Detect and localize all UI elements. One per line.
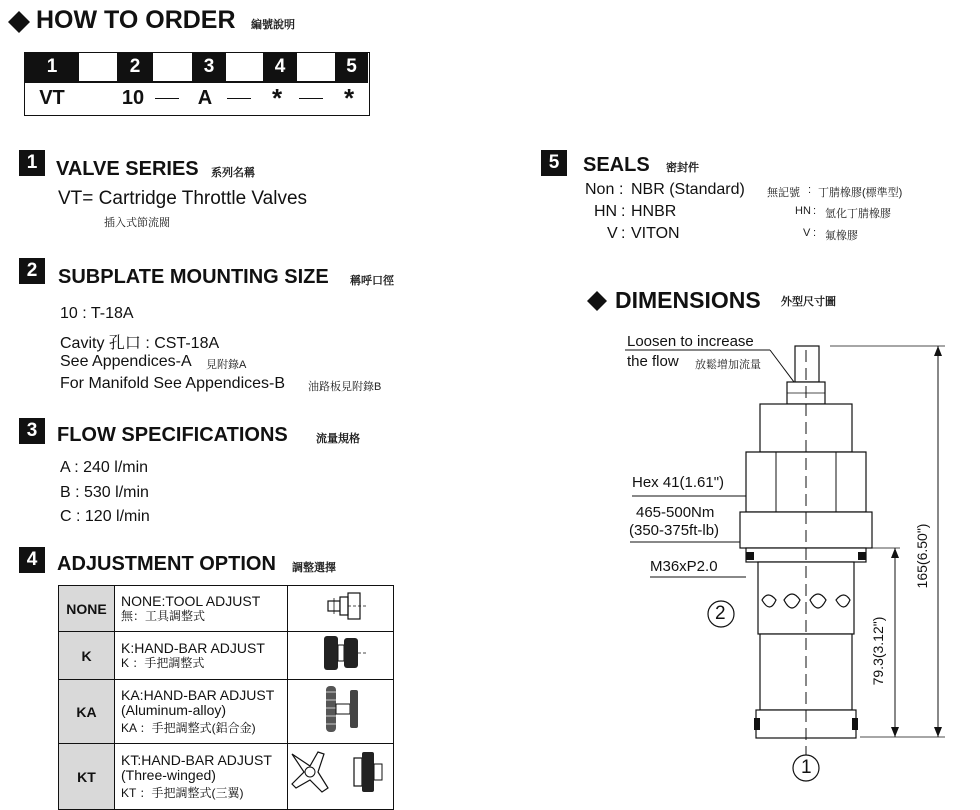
order-code-adjust: *	[271, 83, 283, 113]
order-position-2: 2	[117, 53, 153, 81]
subplate-line-1: 10 : T-18A	[60, 305, 134, 322]
seal-zh-code-non: 無記號	[767, 187, 800, 199]
dimension-thread: M36xP2.0	[650, 558, 718, 575]
order-code-flow: A	[197, 87, 213, 109]
section-title-subplate-zh: 稱呼口徑	[350, 275, 394, 287]
subplate-line-4: For Manifold See Appendices-B	[60, 375, 286, 392]
adjust-desc-none: NONE:TOOL ADJUST 無：工具調整式	[115, 586, 288, 632]
seal-zh-value-non: 丁腈橡膠(標準型)	[818, 187, 903, 199]
seal-code-v: V	[607, 225, 618, 242]
dimension-height-lower: 79.3(3.12")	[870, 616, 886, 686]
table-row	[59, 632, 394, 680]
hand-bar-icon	[288, 632, 393, 674]
order-code-seal: *	[343, 83, 355, 113]
section-number-3: 3	[19, 418, 45, 444]
page-title: HOW TO ORDER	[36, 6, 236, 34]
adjust-desc-ka: KA:HAND-BAR ADJUST (Aluminum-alloy) KA ：手把調整式(鋁合金)	[115, 680, 288, 744]
seal-code-non: Non	[585, 181, 615, 198]
adjust-code-kt: KT	[59, 744, 115, 810]
order-code-series: VT	[39, 87, 65, 109]
dimension-note-zh: 放鬆增加流量	[695, 359, 761, 371]
section-number-4: 4	[19, 547, 45, 573]
dimension-torque-1: 465-500Nm	[636, 504, 715, 521]
subplate-line-4-zh: 油路板見附錄B	[308, 381, 382, 393]
dimension-height-total: 165(6.50")	[914, 523, 930, 589]
seal-value-non: NBR (Standard)	[631, 181, 745, 198]
section-title-adjustment: ADJUSTMENT OPTION	[57, 553, 276, 575]
dimensions-title: DIMENSIONS	[615, 287, 761, 313]
order-position-5: 5	[335, 53, 368, 81]
adjustment-table	[58, 585, 394, 810]
section-title-valve-series-zh: 系列名稱	[211, 167, 255, 179]
port-1-label: 1	[801, 757, 812, 778]
section-number-5: 5	[541, 150, 567, 176]
seal-zh-value-v: 氟橡膠	[825, 230, 858, 242]
seal-zh-code-hn: HN	[795, 205, 811, 217]
section-title-adjustment-zh: 調整選擇	[292, 562, 336, 574]
subplate-line-3: See Appendices-A	[60, 353, 192, 370]
flow-line-c: C : 120 l/min	[60, 508, 150, 525]
section-title-valve-series: VALVE SERIES	[56, 158, 199, 180]
dimensions-title-zh: 外型尺寸圖	[781, 296, 836, 308]
order-code-table	[24, 52, 370, 116]
order-position-3: 3	[192, 53, 226, 81]
tool-adjust-icon	[288, 586, 393, 626]
adjust-code-none: NONE	[59, 586, 115, 632]
diamond-icon	[6, 9, 32, 35]
order-position-1: 1	[25, 53, 79, 81]
adjust-desc-k: K:HAND-BAR ADJUST K ：手把調整式	[115, 632, 288, 680]
section-title-flow: FLOW SPECIFICATIONS	[57, 424, 288, 446]
section-title-subplate: SUBPLATE MOUNTING SIZE	[58, 266, 329, 288]
dimension-note-line2: the flow	[627, 353, 679, 370]
dimension-hex: Hex 41(1.61")	[632, 474, 725, 491]
adjust-desc-kt: KT:HAND-BAR ADJUST (Three-winged) KT ：手把調整式(三翼)	[115, 744, 288, 810]
flow-line-a: A : 240 l/min	[60, 459, 149, 476]
subplate-line-2: Cavity 孔口 : CST-18A	[60, 335, 220, 352]
table-row	[59, 680, 394, 744]
adjust-code-ka: KA	[59, 680, 115, 744]
order-position-4: 4	[263, 53, 297, 81]
table-row	[59, 744, 394, 810]
order-code-size: 10	[121, 87, 145, 109]
valve-series-line-zh: 插入式節流閥	[104, 217, 170, 229]
dimension-note-line1: Loosen to increase	[627, 333, 754, 350]
seal-value-hn: HNBR	[631, 203, 677, 220]
flow-line-b: B : 530 l/min	[60, 484, 149, 501]
section-number-2: 2	[19, 258, 45, 284]
section-number-1: 1	[19, 150, 45, 176]
three-winged-hand-bar-icon	[288, 744, 393, 804]
table-row	[59, 586, 394, 632]
seal-zh-value-hn: 氫化丁腈橡膠	[825, 208, 891, 220]
seal-value-v: VITON	[631, 225, 680, 242]
valve-series-line: VT= Cartridge Throttle Valves	[58, 188, 308, 209]
section-title-seals-zh: 密封件	[666, 162, 699, 174]
subplate-line-3-zh: 見附錄A	[206, 359, 247, 371]
page-title-zh: 編號說明	[251, 19, 295, 31]
diamond-icon	[585, 289, 609, 313]
section-title-flow-zh: 流量規格	[316, 433, 360, 445]
seal-zh-code-v: V	[803, 227, 811, 239]
adjust-code-k: K	[59, 632, 115, 680]
aluminum-hand-bar-icon	[288, 680, 393, 738]
seal-code-hn: HN	[594, 203, 618, 220]
section-title-seals: SEALS	[583, 154, 650, 176]
dimension-torque-2: (350-375ft-lb)	[629, 522, 720, 539]
port-2-label: 2	[715, 603, 726, 624]
